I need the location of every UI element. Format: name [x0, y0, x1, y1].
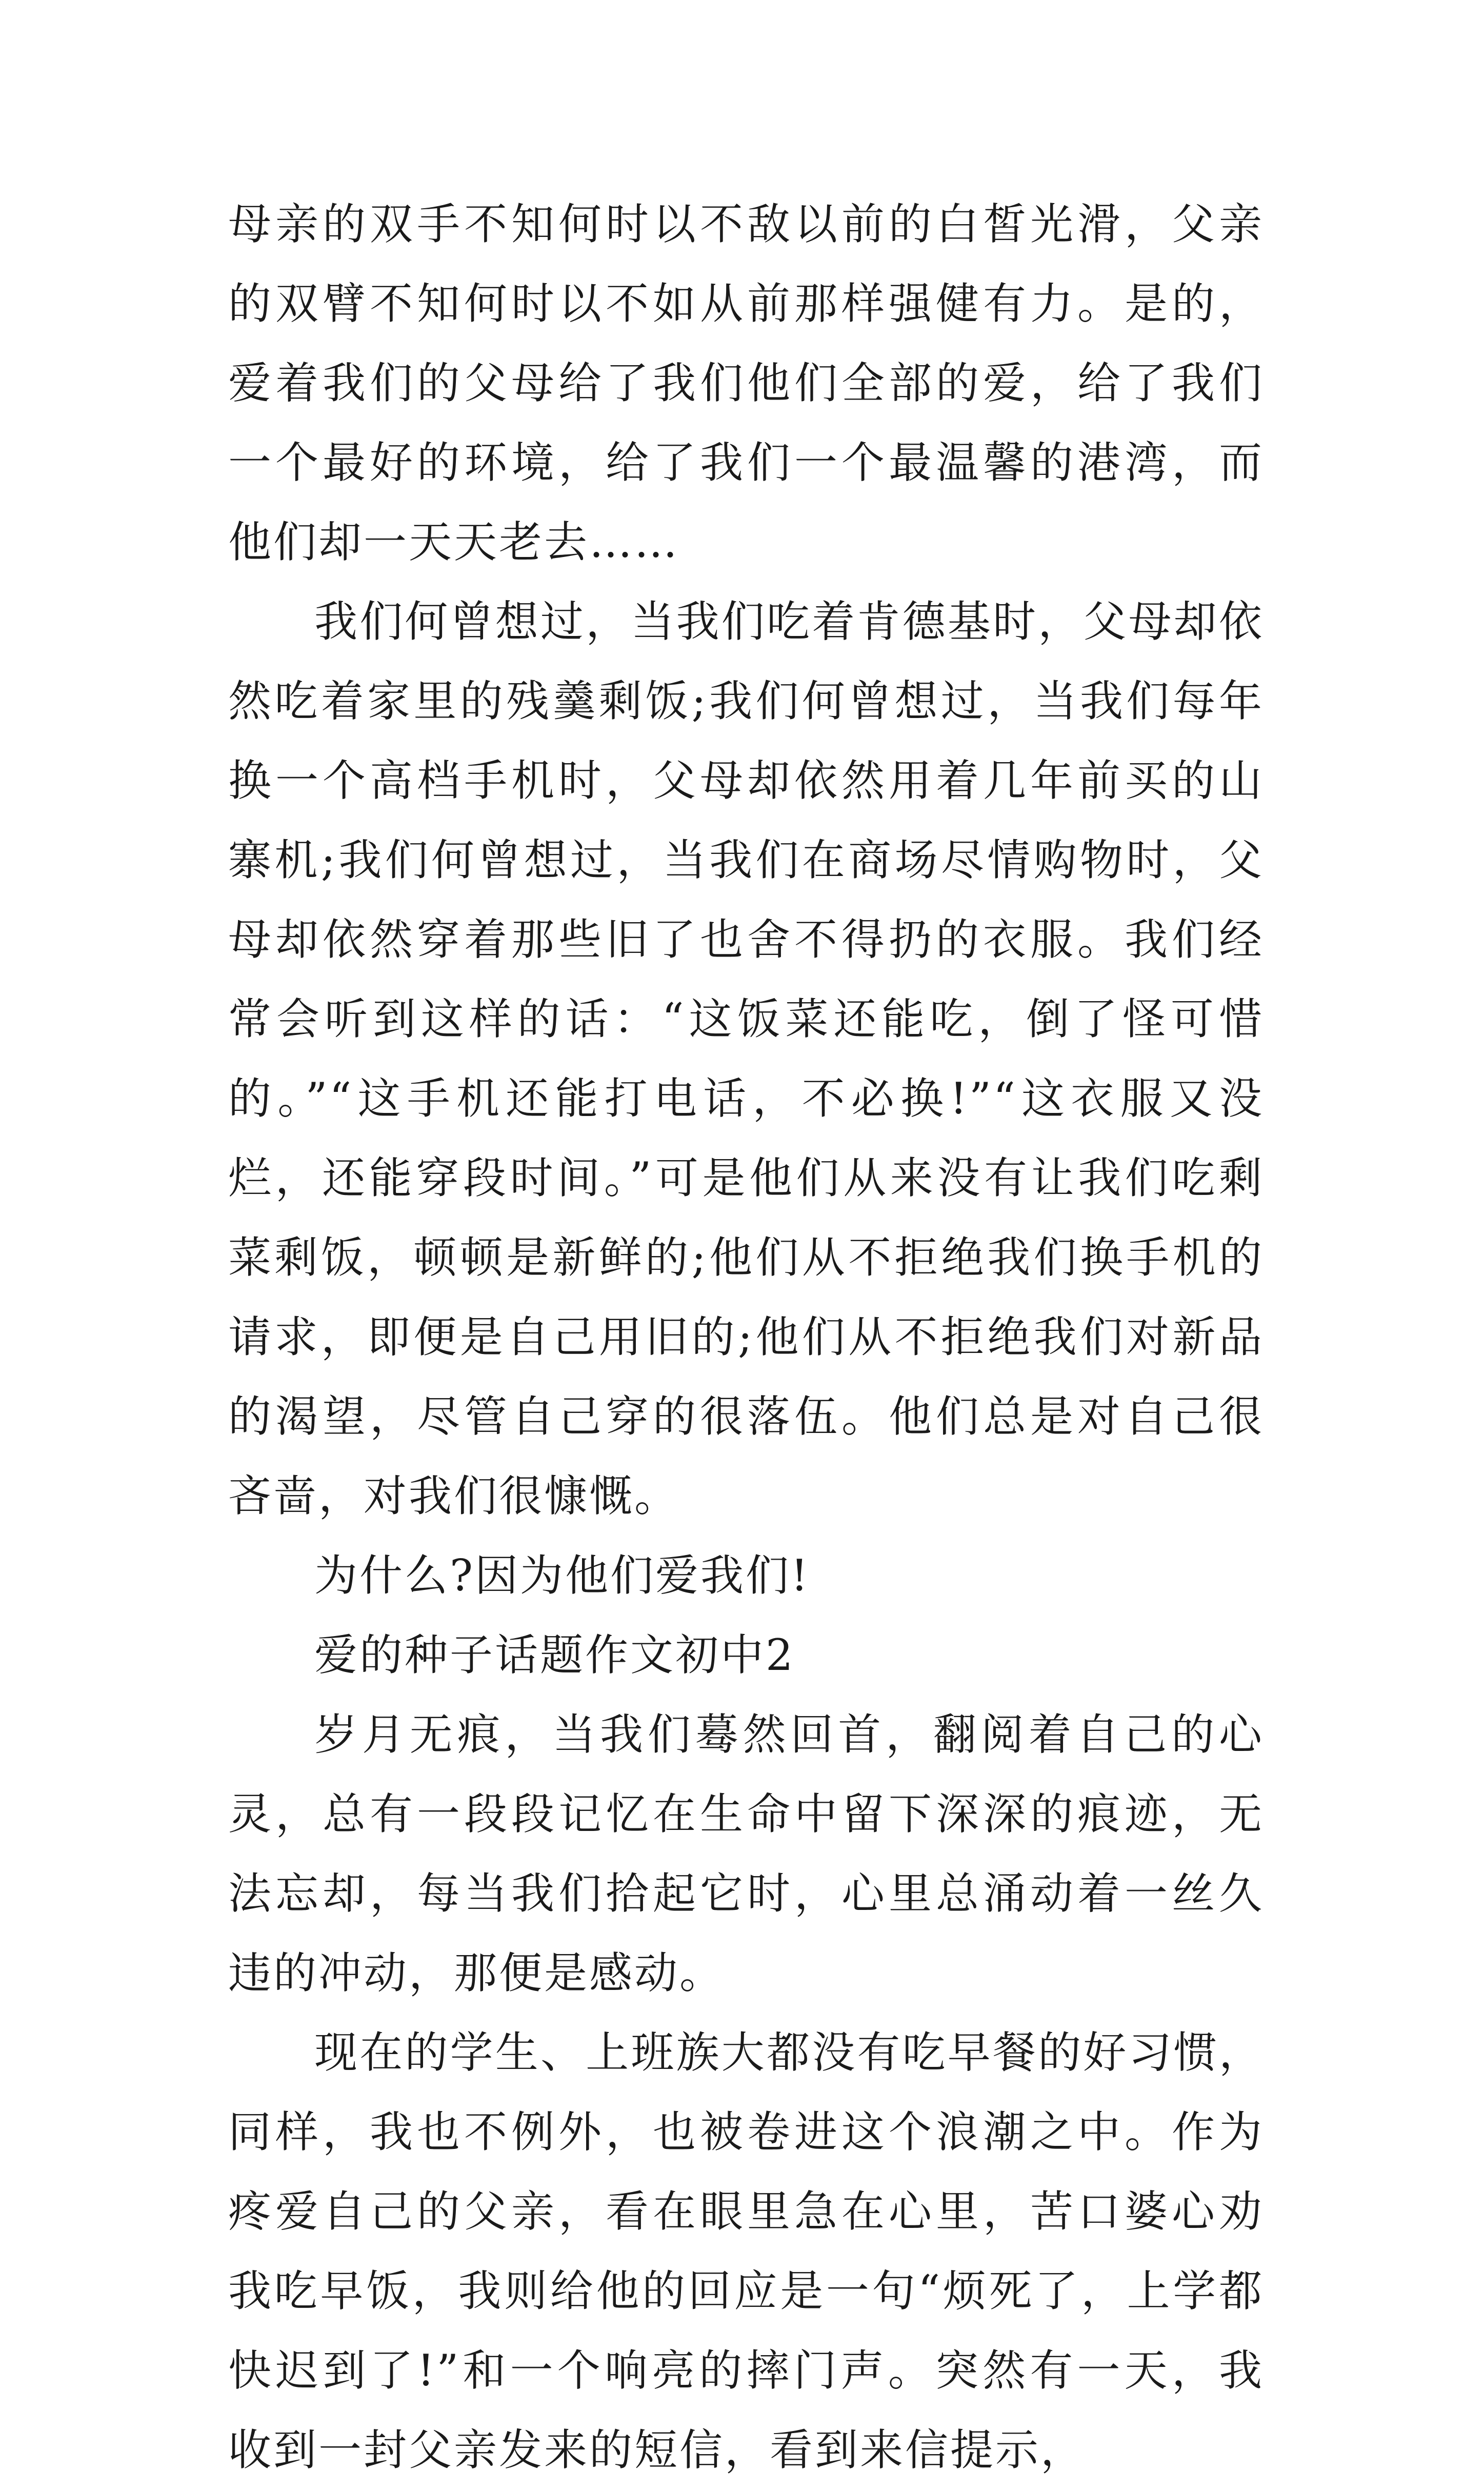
document-body [228, 185, 1264, 2490]
essay-title-2: 爱的种子话题作文初中2 [314, 1630, 795, 1680]
paragraph-parents-sacrifice: 我们何曾想过，当我们吃着肯德基时，父母却依然吃着家里的残羹剩饭;我们何曾想过，当我们每年换一个高档手机时，父母却依然用着几年前买的山寨机;我们何曾想过，当我们在商场尽情购物时，父母却依然穿着那些旧了也舍不得扔的衣服。我们经常会听到这样的话：“这饭菜还能吃，倒了怪可惜的。”“这手机还能打电话，不必换!”“这衣服又没烂，还能穿段时间。”可是他们从来没有让我们吃剩菜剩饭，顿顿是新鲜的;他们从不拒绝我们换手机的请求，即便是自己用旧的;他们从不拒绝我们对新品的渴望，尽管自己穿的很落伍。他们总是对自己很吝啬，对我们很慷慨。 [228, 596, 1265, 1521]
paragraph-parents-aging: 母亲的双手不知何时以不敌以前的白皙光滑，父亲的双臂不知何时以不如从前那样强健有力。是的，爱着我们的父母给了我们他们全部的爱，给了我们一个最好的环境，给了我们一个最温馨的港湾，而他们却一天天老去…… [228, 199, 1264, 567]
paragraph-breakfast: 现在的学生、上班族大都没有吃早餐的好习惯，同样，我也不例外，也被卷进这个浪潮之中。作为疼爱自己的父亲，看在眼里急在心里，苦口婆心劝我吃早饭，我则给他的回应是一句“烦死了，上学都快迟到了!”和一个响亮的摔门声。突然有一天，我收到一封父亲发来的短信，看到来信提示， [228, 2027, 1264, 2475]
paragraph-memories: 岁月无痕，当我们蓦然回首，翻阅着自己的心灵，总有一段段记忆在生命中留下深深的痕迹，无法忘却，每当我们拾起它时，心里总涌动着一丝久违的冲动，那便是感动。 [228, 1709, 1264, 1998]
paragraph-why-love: 为什么?因为他们爱我们! [314, 1550, 810, 1601]
